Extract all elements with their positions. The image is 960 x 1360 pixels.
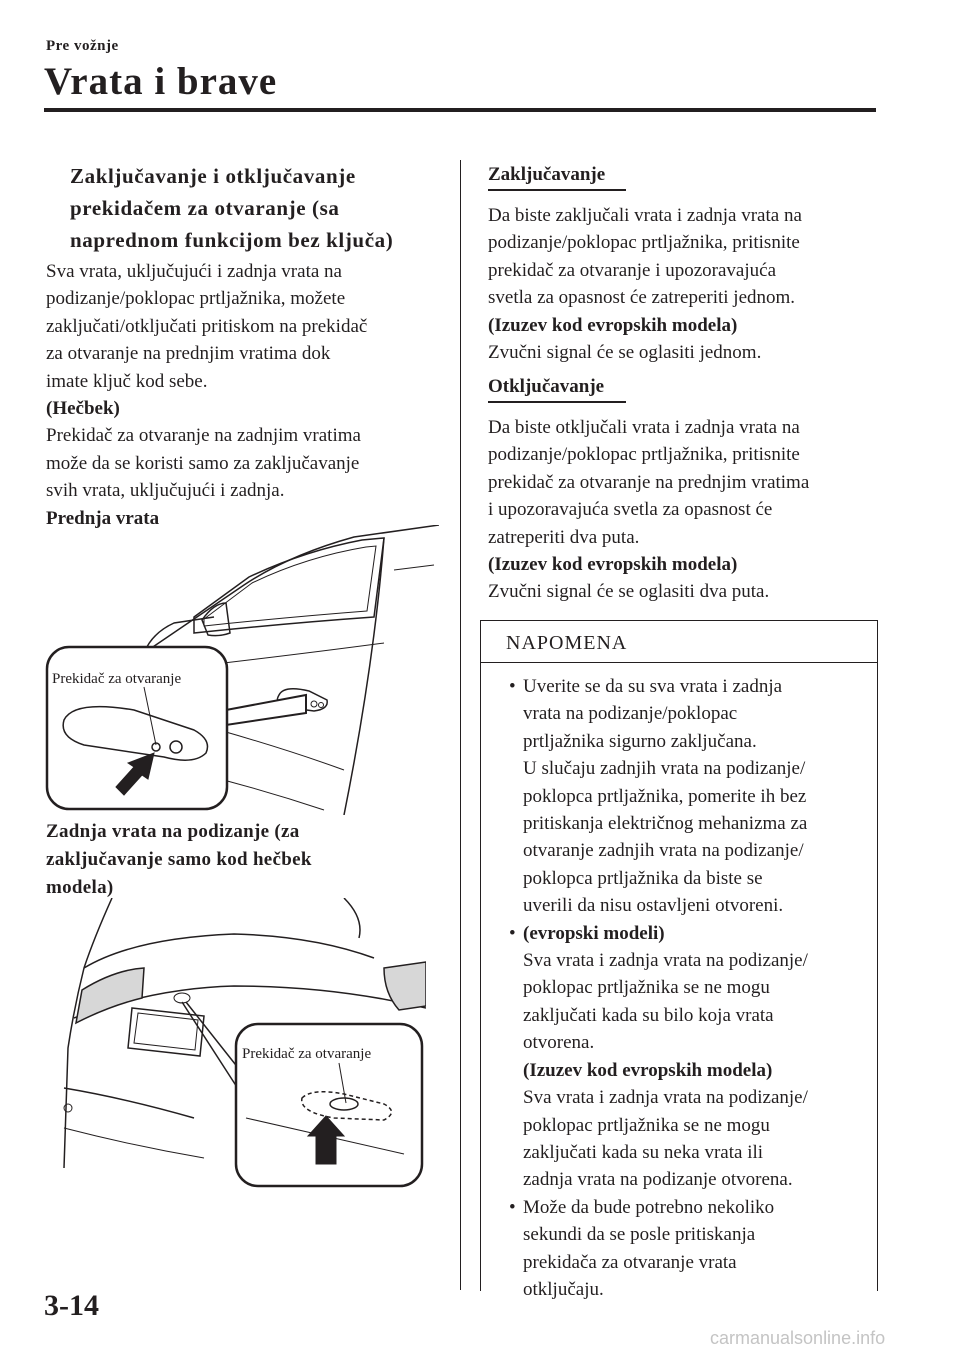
exception-label: (Izuzev kod evropskih modela)	[488, 554, 738, 576]
hatchback-label: (Hečbek)	[46, 398, 120, 420]
text-line: zaključati kada su bilo koja vrata	[523, 1004, 774, 1026]
unlocking-heading-rule	[488, 401, 626, 403]
text-line: Sva vrata i zadnja vrata na podizanje/	[523, 950, 808, 972]
heading-line: naprednom funkcijom bez ključa)	[70, 228, 394, 252]
note-item	[491, 920, 871, 1194]
text-line: Uverite se da su sva vrata i zadnja	[523, 676, 783, 697]
bullet-icon: •	[509, 676, 516, 697]
locking-heading: Zaključavanje	[488, 164, 606, 185]
text-line: prekidač za otvaranje na prednjim vratima	[488, 471, 810, 493]
locking-paragraph	[488, 202, 878, 366]
text-line: podizanje/poklopac prtljažnika, možete	[46, 288, 346, 310]
bullet-icon: •	[509, 1196, 516, 1218]
text-line: i upozoravajuća svetla za opasnost će	[488, 499, 773, 521]
unlocking-heading: Otključavanje	[488, 376, 605, 397]
text-line: uverili da nisu ostavljeni otvoreni.	[523, 895, 784, 917]
section-heading	[70, 160, 450, 256]
text-line: podizanje/poklopac prtljažnika, pritisnite	[488, 444, 800, 466]
text-line: zaključati kada su neka vrata ili	[523, 1141, 764, 1163]
text-line: poklopac prtljažnika se ne mogu	[523, 977, 770, 999]
text-line: poklopca prtljažnika da biste se	[523, 867, 763, 889]
note-title-rule	[481, 662, 877, 663]
text-line: poklopca prtljažnika, pomerite ih bez	[523, 785, 807, 807]
text-line: Može da bude potrebno nekoliko	[523, 1196, 775, 1218]
text-line: Zvučni signal će se oglasiti jednom.	[488, 342, 762, 364]
figure-callout: Prekidač za otvaranje	[52, 671, 182, 687]
intro-paragraph	[46, 258, 446, 532]
text-line: podizanje/poklopac prtljažnika, pritisnite	[488, 232, 800, 254]
text-line: Prekidač za otvaranje na zadnjim vratima	[46, 425, 361, 447]
page-number: 3-14	[44, 1289, 99, 1322]
heading-line: Zaključavanje i otključavanje	[70, 164, 356, 188]
note-item	[491, 673, 871, 920]
note-box	[480, 620, 878, 1300]
text-line: vrata na podizanje/poklopac	[523, 703, 738, 725]
note-title: NAPOMENA	[506, 632, 628, 654]
liftgate-figure	[54, 898, 426, 1190]
text-line: otključaju.	[523, 1278, 604, 1300]
text-line: Zadnja vrata na podizanje (za	[46, 821, 300, 842]
text-line: za otvaranje na prednjim vratima dok	[46, 343, 331, 365]
liftgate-heading	[46, 818, 446, 901]
note-item-label: (evropski modeli)	[523, 922, 665, 944]
section-label: Pre vožnje	[46, 38, 119, 54]
text-line: modela)	[46, 876, 114, 898]
exception-label: (Izuzev kod evropskih modela)	[523, 1059, 773, 1081]
column-divider	[460, 160, 461, 1290]
text-line: zaključati/otključati pritiskom na prekidač	[46, 315, 368, 337]
title-rule	[44, 108, 876, 112]
heading-line: prekidačem za otvaranje (sa	[70, 196, 340, 220]
text-line: imate ključ kod sebe.	[46, 370, 208, 392]
text-line: otvaranje zadnjih vrata na podizanje/	[523, 840, 804, 862]
text-line: Sva vrata, uključujući i zadnja vrata na	[46, 261, 342, 282]
text-line: prtljažnika sigurno zaključana.	[523, 730, 757, 752]
text-line: otvorena.	[523, 1032, 595, 1054]
front-doors-label: Prednja vrata	[46, 507, 160, 529]
text-line: svih vrata, uključujući i zadnja.	[46, 480, 285, 502]
text-line: Da biste otključali vrata i zadnja vrata na	[488, 417, 800, 438]
watermark: carmanualsonline.info	[710, 1328, 886, 1348]
text-line: zadnja vrata na podizanje otvorena.	[523, 1169, 793, 1191]
bullet-icon: •	[509, 922, 516, 944]
unlocking-paragraph	[488, 414, 878, 606]
text-line: poklopac prtljažnika se ne mogu	[523, 1114, 770, 1136]
text-line: može da se koristi samo za zaključavanje	[46, 452, 360, 474]
locking-heading-rule	[488, 189, 626, 191]
page-title: Vrata i brave	[44, 60, 278, 103]
front-door-figure	[44, 525, 439, 815]
text-line: U slučaju zadnjih vrata na podizanje/	[523, 758, 806, 780]
text-line: Zvučni signal će se oglasiti dva puta.	[488, 581, 770, 603]
text-line: sekundi da se posle pritiskanja	[523, 1224, 756, 1246]
note-item	[491, 1194, 871, 1304]
text-line: Da biste zaključali vrata i zadnja vrata na	[488, 205, 802, 226]
figure-callout: Prekidač za otvaranje	[242, 1046, 372, 1062]
text-line: zaključavanje samo kod hečbek	[46, 848, 312, 870]
exception-label: (Izuzev kod evropskih modela)	[488, 314, 738, 336]
text-line: svetla za opasnost će zatreperiti jednom.	[488, 287, 796, 309]
text-line: pritiskanja električnog mehanizma za	[523, 813, 808, 835]
note-body	[491, 667, 871, 1303]
text-line: prekidač za otvaranje i upozoravajuća	[488, 259, 777, 281]
text-line: prekidača za otvaranje vrata	[523, 1251, 737, 1273]
text-line: zatreperiti dva puta.	[488, 526, 640, 548]
text-line: Sva vrata i zadnja vrata na podizanje/	[523, 1087, 808, 1109]
